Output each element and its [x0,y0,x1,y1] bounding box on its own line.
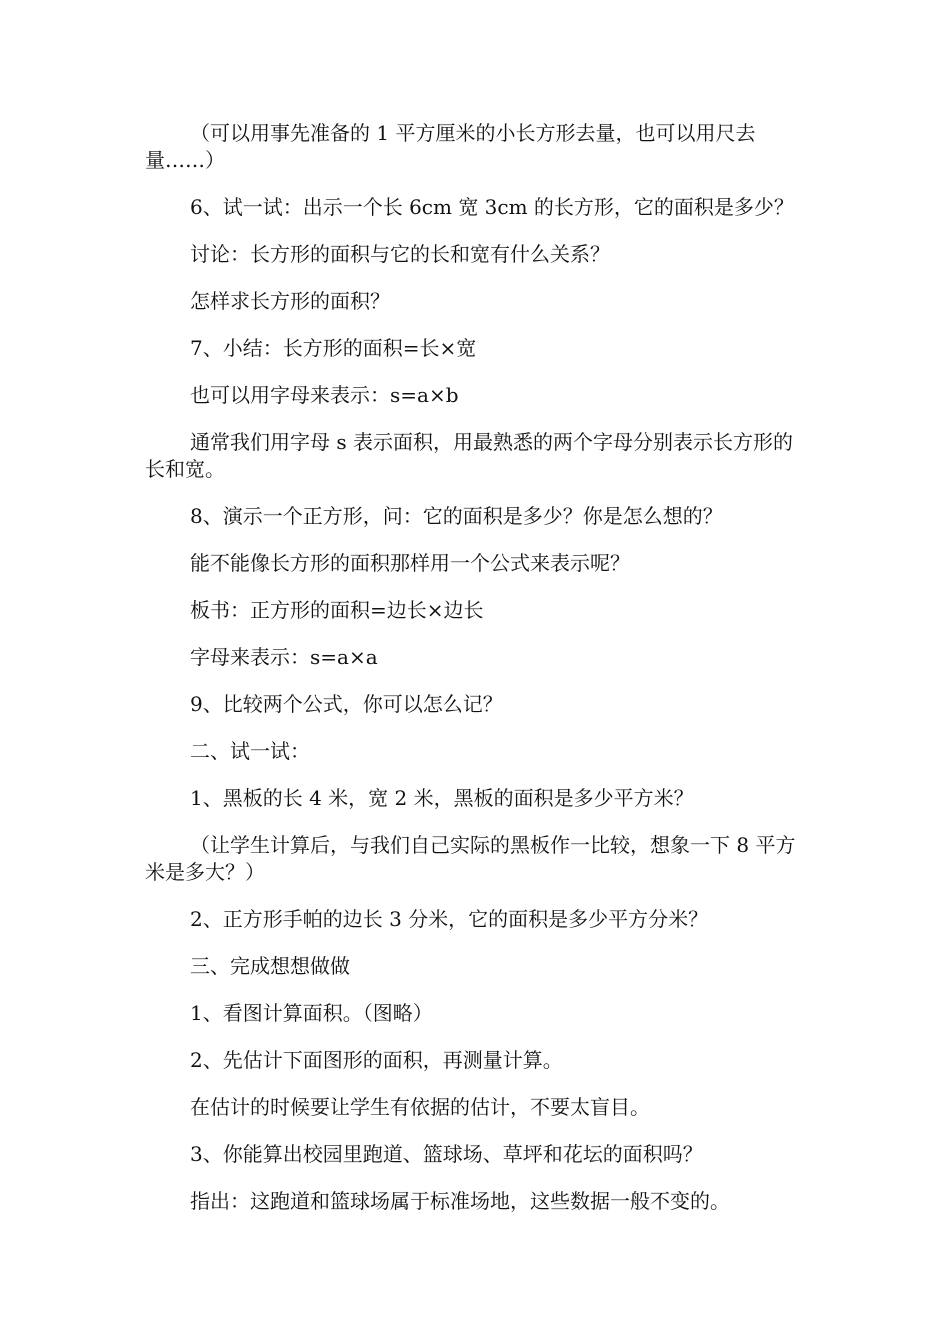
paragraph: 字母来表示：s=a×a [190,645,378,669]
paragraph: 1、看图计算面积。（图略） [190,1001,433,1025]
paragraph: （让学生计算后，与我们自己实际的黑板作一比较，想象一下 8 平方米是多大？） [145,833,796,884]
paragraph: 能不能像长方形的面积那样用一个公式来表示呢？ [190,551,630,575]
document-body [145,120,810,1235]
paragraph: 3、你能算出校园里跑道、篮球场、草坪和花坛的面积吗？ [190,1142,703,1166]
paragraph: 2、正方形手帕的边长 3 分米，它的面积是多少平方分米？ [190,907,709,931]
paragraph: 三、完成想想做做 [190,954,350,978]
paragraph: 讨论：长方形的面积与它的长和宽有什么关系？ [190,242,610,266]
paragraph: 8、演示一个正方形，问：它的面积是多少？你是怎么想的？ [190,504,723,528]
paragraph: 1、黑板的长 4 米，宽 2 米，黑板的面积是多少平方米？ [190,786,694,810]
paragraph: 9、比较两个公式，你可以怎么记？ [190,692,503,716]
paragraph: （可以用事先准备的 1 平方厘米的小长方形去量，也可以用尺去量……） [145,121,756,172]
paragraph: 7、小结：长方形的面积=长×宽 [190,336,477,360]
paragraph: 在估计的时候要让学生有依据的估计，不要太盲目。 [190,1095,650,1119]
paragraph: 板书：正方形的面积=边长×边长 [190,598,484,622]
paragraph: 6、试一试：出示一个长 6cm 宽 3cm 的长方形，它的面积是多少？ [190,195,794,219]
paragraph: 也可以用字母来表示：s=a×b [190,383,459,407]
paragraph: 指出：这跑道和篮球场属于标准场地，这些数据一般不变的。 [190,1189,730,1213]
paragraph: 通常我们用字母 s 表示面积，用最熟悉的两个字母分别表示长方形的长和宽。 [145,430,793,481]
paragraph: 2、先估计下面图形的面积，再测量计算。 [190,1048,563,1072]
paragraph: 怎样求长方形的面积？ [190,289,390,313]
paragraph: 二、试一试： [190,739,310,763]
